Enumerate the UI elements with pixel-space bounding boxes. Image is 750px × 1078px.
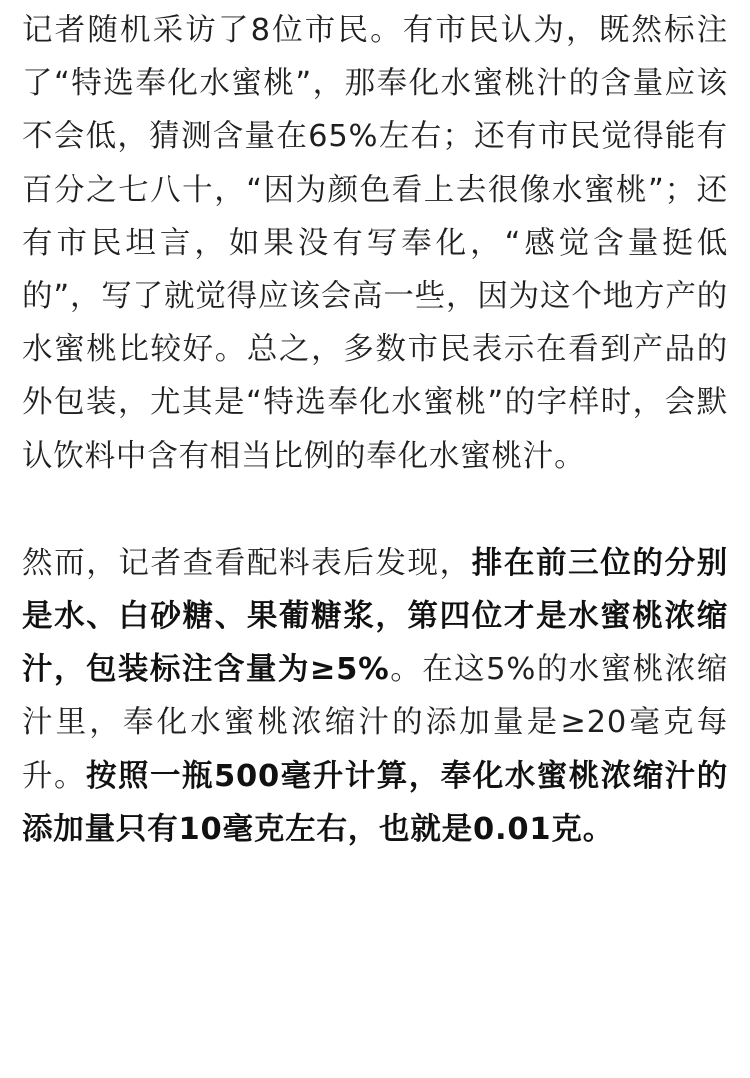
ingredients-detail-text: 。在这5%的水蜜桃浓缩汁里，奉化水蜜桃浓缩汁的添加量是≥20毫克每升。: [22, 652, 729, 794]
article-body: [22, 0, 728, 856]
ingredients-intro-text: 然而，记者查看配料表后发现，: [22, 545, 472, 581]
paragraph-survey: [22, 0, 728, 483]
ingredients-calculation-bold-text: 按照一瓶500毫升计算，奉化水蜜桃浓缩汁的添加量只有10毫克左右，也就是0.01克。: [22, 758, 728, 847]
ingredients-ranking-bold-text: 排在前三位的分别是水、白砂糖、果葡糖浆，第四位才是水蜜桃浓缩汁，包装标注含量为≥5%: [22, 545, 728, 688]
paragraph-ingredients: [22, 537, 728, 856]
paragraph-survey-text: 记者随机采访了8位市民。有市民认为，既然标注了“特选奉化水蜜桃”，那奉化水蜜桃汁的含量应该不会低，猜测含量在65%左右；还有市民觉得能有百分之七八十，“因为颜色看上去很像水蜜桃”；还有市民坦言，如果没有写奉化，“感觉含量挺低的”，写了就觉得应该会高一些，因为这个地方产的水蜜桃比较好。总之，多数市民表示在看到产品的外包装，尤其是“特选奉化水蜜桃”的字样时，会默认饮料中含有相当比例的奉化水蜜桃汁。: [22, 13, 728, 474]
